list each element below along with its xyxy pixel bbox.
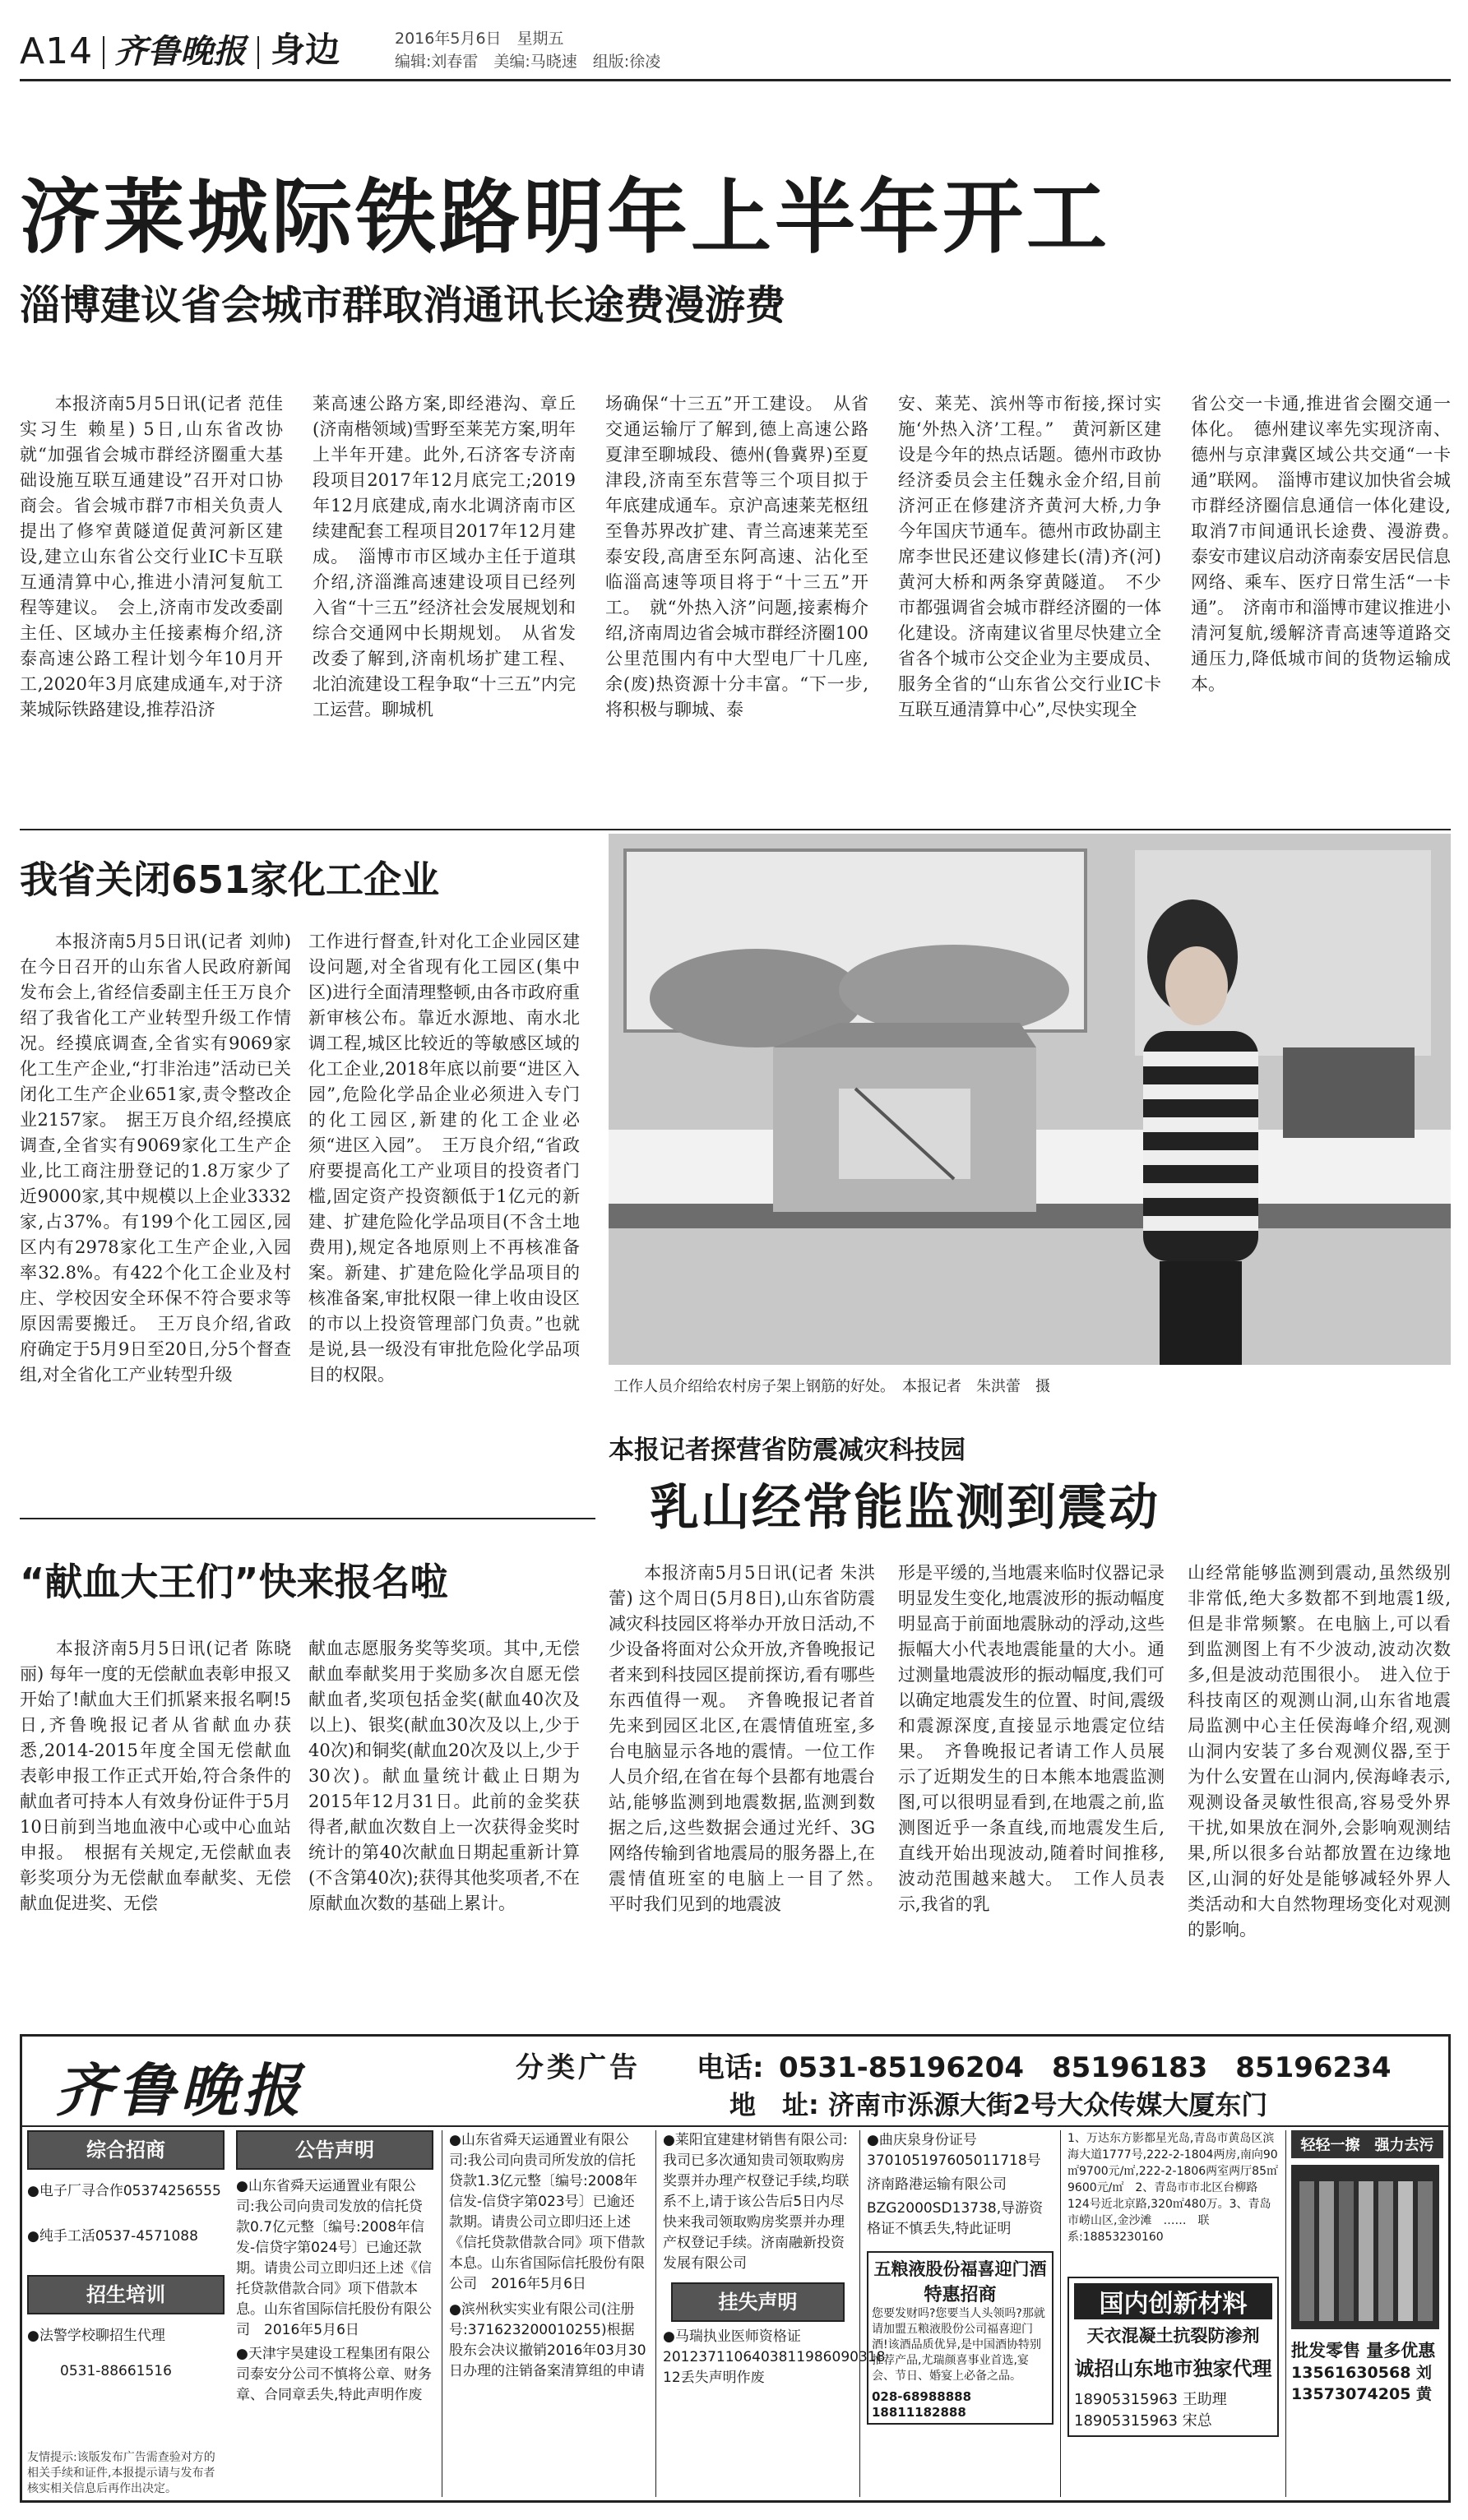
mop-title: 轻轻一擦 强力去污	[1291, 2130, 1443, 2158]
story1-col1: 本报济南5月5日讯(记者 范佳 实习生 赖星) 5日,山东省改协就“加强省会城市群经济圈重大基础设施互联互通建设”召开对口协商会。省会城市群7市相关负责人提出了修窄黄隧道促黄河新区建设,建立山东省公交行业IC卡互联互通清算中心,推进小清河复航工程等建议。 会上,济南市发改委副主任、区域办主任接素梅介绍,济泰高速公路工程计划今年10月开工,2020年3月底建成通车,对于济莱城际铁路建设,推荐沿济	[20, 394, 283, 719]
ads-col4	[655, 2130, 886, 2497]
ads-col3	[442, 2130, 647, 2497]
notice-item: BZG2000SD13738,导游资格证不慎丢失,特此证明	[867, 2200, 1044, 2237]
story2-bottom-rule	[20, 1518, 595, 1519]
photo-illustration	[609, 834, 1451, 1365]
notice-item: ●莱阳宜建建材销售有限公司:我司已多次通知贵司领取购房奖票并办理产权登记手续,均联系不上,请于该公告后5日内尽快来我司领取购房奖票并办理产权登记手续。济南融新投资发展有限公司	[663, 2132, 850, 2272]
ads-address: 地 址: 济南市泺源大街2号大众传媒大厦东门	[729, 2089, 1268, 2120]
notice-item: 济南路港运输有限公司	[867, 2176, 1007, 2193]
story2-col1: 本报济南5月5日讯(记者 刘帅) 在今日召开的山东省人民政府新闻发布会上,省经信委副主任王万良介绍了我省化工产业转型升级工作情况。经摸底调查,全省实有9069家化工生产企业,“打非治违”活动已关闭化工生产企业651家,责令整改企业2157家。 据王万良介绍,经摸底调查,全省实有9069家化工生产企业,比工商注册登记的1.8万家少了近9000家,其中规模以上企业3332家,占37%。有199个化工园区,园区内有2978家化工生产企业,入园率32.8%。有422个化工企业及村庄、学校因安全环保不符合要求等原因需要搬迁。 王万良介绍,省政府确定于5月9日至20日,分5个督查组,对全省化工产业转型升级	[20, 932, 291, 1385]
notice-item: ●山东省舜天运通置业有限公司:我公司向贵司发放的信托贷款0.7亿元整〔编号:2008年信发-信贷字第024号〕已逾还款期。请贵公司立即归还上述《信托贷款借款合同》项下借款本息。山东省国际信托股份有限公司 2016年5月6日	[236, 2178, 432, 2338]
housing-ad: 1、万达东方影都星光岛,青岛市黄岛区滨海大道1777号,222-2-1804两房,南向90㎡9700元/㎡,222-2-1806两室两厅85㎡9600元/㎡ 2、青岛市市北区台柳路124号近北京路,320㎡480万。3、青岛市崂山区,金沙滩 …… 联系:18853230160	[1067, 2132, 1278, 2244]
header-editors: 编辑:刘春雷 美编:马晓速 组版:徐凌	[395, 53, 661, 71]
section-name: 身边	[271, 30, 340, 70]
category-guashi: 挂失声明	[671, 2282, 845, 2322]
ad-item: ●纯手工活0537-4571088	[27, 2228, 198, 2245]
story3-col2: 献血志愿服务奖等奖项。其中,无偿献血奉献奖用于奖励多次自愿无偿献血者,奖项包括金奖(献血40次及以上)、银奖(献血30次及以上,少于40次)和铜奖(献血20次及以上,少于30次)。献血量统计截止日期为2015年12月31日。此前的金奖获得者,献血次数自上一次获得金奖时统计的第40次献血日期起重新计算(不含第40次);获得其他奖项者,不在原献血次数的基础上累计。	[308, 1639, 580, 1913]
story4-col1: 本报济南5月5日讯(记者 朱洪蕾) 这个周日(5月8日),山东省防震减灾科技园区将举办开放日活动,不少设备将面对公众开放,齐鲁晚报记者来到科技园区提前探访,看有哪些东西值得一观。 齐鲁晚报记者首先来到园区北区,在震情值班室,多台电脑显示各地的震情。一位工作人员介绍,在省在每个县都有地震台站,能够监测到地震数据,监测到数据之后,这些数据会通过光纤、3G网络传输到省地震局的服务器上,在震情值班室的电脑上一目了然。 平时我们见到的地震波	[609, 1563, 892, 1914]
fuxi-subtitle: 特惠招商	[924, 2285, 997, 2305]
notice-item: ●山东省舜天运通置业有限公司:我公司向贵司所发放的信托贷款1.3亿元整〔编号:2008年信发-信贷字第023号〕已逾还款期。请贵公司立即归还上述《信托贷款借款合同》项下借款本息。山东省国际信托股份有限公司 2016年5月6日	[449, 2132, 645, 2292]
story2-title: 我省关闭651家化工企业	[20, 858, 440, 902]
story1-bottom-rule	[20, 829, 1451, 830]
new-material-ad	[1067, 2277, 1279, 2437]
story4-kicker: 本报记者探营省防震减灾科技园	[609, 1436, 966, 1465]
header-divider-2	[257, 36, 259, 69]
ad-item: 0531-88661516	[60, 2363, 172, 2379]
newmat-call: 诚招山东地市独家代理	[1074, 2357, 1272, 2380]
photo-caption: 工作人员介绍给农村房子架上钢筋的好处。 本报记者 朱洪蕾 摄	[614, 1378, 1050, 1395]
newmat-title: 国内创新材料	[1074, 2283, 1272, 2319]
story4-col3: 山经常能够监测到震动,虽然级别非常低,绝大多数都不到地震1级,但是非常频繁。在电脑上,可以看到监测图上有不少波动,波动次数多,但是波动范围很小。 进入位于科技南区的观测山洞,山东省地震局监测中心主任侯海峰介绍,观测山洞内安装了多台观测仪器,至于为什么安置在山洞内,侯海峰表示,观测设备灵敏性很高,容易受外界干扰,如果放在洞外,会影响观测结果,所以很多台站都放置在边缘地区,山洞的好处是能够减轻外界人类活动和大自然物理场变化对观测的影响。	[1188, 1563, 1451, 1940]
newmat-phones: 18905315963 王助理 18905315963 宋总	[1074, 2391, 1242, 2430]
ads-section	[20, 2034, 1451, 2503]
category-zhaosheng: 招生培训	[27, 2275, 225, 2314]
ads-header	[22, 2037, 1448, 2127]
category-gonggao: 公告声明	[236, 2130, 433, 2170]
ads-classified-label: 分类广告	[516, 2051, 641, 2084]
header-rule	[20, 79, 1451, 81]
fuxi-ad	[867, 2251, 1054, 2425]
news-photo	[609, 834, 1451, 1365]
ads-col7	[1285, 2130, 1448, 2497]
ads-col6	[1060, 2130, 1279, 2497]
ad-item: ●电子厂寻合作05374256555	[27, 2183, 221, 2199]
ads-logo: 齐鲁晚报	[55, 2056, 305, 2125]
ads-col5	[859, 2130, 1054, 2497]
fuxi-title: 五粮液股份福喜迎门酒	[873, 2259, 1047, 2279]
mop-subtitle: 批发零售 量多优惠	[1291, 2341, 1436, 2360]
notice-item: ●滨州秋实实业有限公司(注册号:371623200010255)根据股东会决议撤销2016年03月30日办理的注销备案清算组的申请	[449, 2301, 646, 2379]
fuxi-phone: 028-68988888 18811182888	[872, 2389, 984, 2420]
story4-title: 乳山经常能监测到震动	[650, 1479, 1160, 1537]
category-zonghe: 综合招商	[27, 2130, 225, 2170]
story2-col2: 工作进行督查,针对化工企业园区建设问题,对全省现有化工园区(集中区)进行全面清理整顿,由各市政府重新审核公布。靠近水源地、南水北调工程,城区比较近的等敏感区域的化工企业,2018年底以前要“进区入园”,危险化学品企业必须进入专门的化工园区,新建的化工企业必须“进区入园”。 王万良介绍,“省政府要提高化工产业项目的投资者门槛,固定资产投资额低于1亿元的新建、扩建危险化学品项目(不含土地费用),规定各地原则上不再核准备案。新建、扩建危险化学品项目的核准备案,审批权限一律上收由设区的市以上投资管理部门负责。”也就是说,县一级没有审批危险化学品项目的权限。	[308, 932, 580, 1385]
page-number: A14	[20, 30, 94, 72]
story1-title: 济莱城际铁路明年上半年开工	[20, 171, 1111, 265]
story3-title: “献血大王们”快来报名啦	[20, 1560, 448, 1604]
ads-phone-label: 电话:	[697, 2051, 764, 2084]
mop-phones: 13561630568 刘 13573074205 黄	[1291, 2364, 1448, 2403]
notice-item: ●天津宇昊建设工程集团有限公司泰安分公司不慎将公章、财务章、合同章丢失,特此声明作废	[236, 2346, 432, 2403]
header-divider	[103, 36, 104, 69]
ads-footer-note: 友情提示:该版发布广告需查验对方的相关手续和证件,本报提示请与发布者核实相关信息后再作出决定。	[27, 2451, 215, 2495]
ads-phones: 0531-85196204 85196183 85196234	[779, 2051, 1392, 2084]
newmat-subtitle: 天衣混凝土抗裂防渗剂	[1086, 2326, 1260, 2346]
newspaper-logo: 齐鲁晚报	[114, 32, 247, 71]
ads-col1	[27, 2130, 225, 2497]
notice-item: ●曲庆泉身份证号370105197605011718号	[867, 2132, 1041, 2169]
story1-col4: 安、莱芜、滨州等市衔接,探讨实施‘外热入济’工程。” 黄河新区建设是今年的热点话题。德州市政协经济委员会主任魏永金介绍,目前济河正在修建济齐黄河大桥,力争今年国庆节通车。德州市政协副主席李世民还建议修建长(清)齐(河)黄河大桥和两条穿黄隧道。 不少市都强调省会城市群经济圈的一体化建设。济南建议省里尽快建立全省各个城市公交企业为主要成员、服务全省的“山东省公交行业IC卡互联互通清算中心”,尽快实现全	[898, 394, 1161, 719]
story1-subtitle: 淄博建议省会城市群取消通讯长途费漫游费	[20, 282, 786, 329]
notice-item: ●马瑞执业医师资格证2012371106403811986090318 12丢失声明作废	[663, 2328, 886, 2386]
story1-col5: 省公交一卡通,推进省会圈交通一体化。 德州建议率先实现济南、德州与京津冀区域公共交通“一卡通”联网。 淄博市建议加快省会城市群经济圈信息通信一体化建设,取消7市间通讯长途费、漫游费。 泰安市建议启动济南泰安居民信息网络、乘车、医疗日常生活“一卡通”。 济南市和淄博市建议推进小清河复航,缓解济青高速等道路交通压力,降低城市间的货物运输成本。	[1191, 394, 1468, 694]
story4-col2: 形是平缓的,当地震来临时仪器记录明显发生变化,地震波形的振动幅度明显高于前面地震脉动的浮动,这些振幅大小代表地震能量的大小。通过测量地震波形的振动幅度,我们可以确定地震发生的位置、时间,震级和震源深度,直接显示地震定位结果。 齐鲁晚报记者请工作人员展示了近期发生的日本熊本地震监测图,可以很明显看到,在地震之前,监测图近乎一条直线,而地震发生后,直线开始出现波动,随着时间推移,波动范围越来越大。 工作人员表示,我省的乳	[898, 1563, 1165, 1914]
story1-col3: 场确保“十三五”开工建设。 从省交通运输厅了解到,德上高速公路夏津至聊城段、德州(鲁冀界)至夏津段,济南至东营等三个项目拟于年底建成通车。京沪高速莱芜枢纽至鲁苏界改扩建、青兰高速莱芜至泰安段,高唐至东阿高速、沾化至临淄高速等项目将于“十三五”开工。 就“外热入济”问题,接素梅介绍,济南周边省会城市群经济圈100公里范围内有中大型电厂十几座,余(废)热资源十分丰富。“下一步,将积极与聊城、泰	[605, 394, 868, 719]
ads-col2	[236, 2130, 433, 2497]
story1-col2: 莱高速公路方案,即经港沟、章丘(济南楷领域)雪野至莱芜方案,明年上半年开建。此外,石济客专济南段项目2017年12月底完工;2019年12月底建成,南水北调济南市区续建配套工程项目2017年12月建成。 淄博市市区域办主任于道琪介绍,济淄潍高速建设项目已经列入省“十三五”经济社会发展规划和综合交通网中长期规划。 从省发改委了解到,济南机场扩建工程、北泊流建设工程争取“十三五”内完工运营。聊城机	[313, 394, 576, 719]
story3-col1: 本报济南5月5日讯(记者 陈晓丽) 每年一度的无偿献血表彰申报又开始了!献血大王们抓紧来报名啊!5日,齐鲁晚报记者从省献血办获悉,2014-2015年度全国无偿献血表彰申报工作正式开始,符合条件的献血者可持本人有效身份证件于5月10日前到当地血液中心或中心血站申报。 根据有关规定,无偿献血表彰奖项分为无偿献血奉献奖、无偿献血促进奖、无偿	[20, 1639, 291, 1913]
fuxi-body: 您要发财吗?您要当人头领吗?那就请加盟五粮液股份公司福喜迎门酒!该酒品质优异,是中国酒协特别推荐产品,尤瑞颜喜事业首选,宴会、节日、婚宴上必备之品。	[872, 2307, 1045, 2383]
ad-item: ●法警学校聊招生代理	[27, 2328, 165, 2344]
mop-product-illustration	[1291, 2165, 1439, 2329]
header-date: 2016年5月6日 星期五	[395, 30, 564, 48]
page-header	[20, 23, 340, 72]
